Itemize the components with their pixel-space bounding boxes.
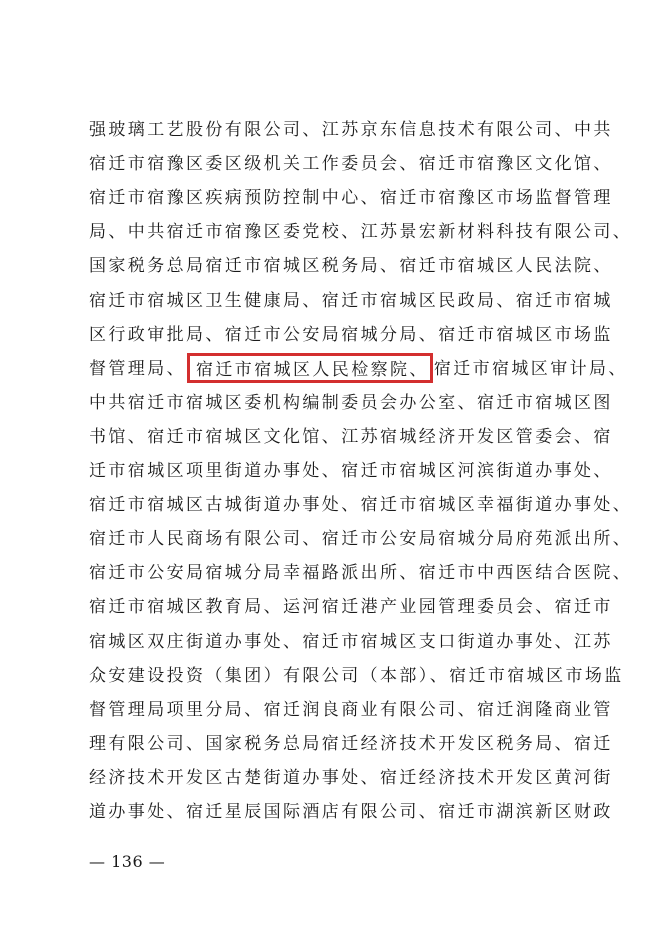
- text-line: 众安建设投资（集团）有限公司（本部）、宿迁市宿城区市场监: [89, 665, 624, 686]
- highlighted-organization: 宿迁市宿城区人民检察院、: [187, 353, 433, 383]
- text-line: 书馆、宿迁市宿城区文化馆、江苏宿城经济开发区管委会、宿: [89, 426, 613, 447]
- text-line: 迁市宿城区项里街道办事处、宿迁市宿城区河滨街道办事处、: [89, 461, 613, 481]
- text-line: 宿迁市宿豫区疾病预防控制中心、宿迁市宿豫区市场监督管理: [89, 188, 613, 209]
- text-line: 督管理局项里分局、宿迁润良商业有限公司、宿迁润隆商业管: [89, 699, 613, 720]
- text-line: [89, 352, 628, 386]
- text-line: 理有限公司、国家税务总局宿迁经济技术开发区税务局、宿迁: [89, 733, 613, 754]
- text-line: 宿城区双庄街道办事处、宿迁市宿城区支口街道办事处、江苏: [89, 631, 613, 652]
- text-line: 宿迁市公安局宿城分局幸福路派出所、宿迁市中西医结合医院、: [89, 563, 633, 584]
- text-line: 宿迁市宿城区教育局、运河宿迁港产业园管理委员会、宿迁市: [89, 597, 613, 618]
- text-line: 宿迁市宿豫区委区级机关工作委员会、宿迁市宿豫区文化馆、: [89, 154, 613, 175]
- text-line: 中共宿迁市宿城区委机构编制委员会办公室、宿迁市宿城区图: [89, 392, 613, 413]
- text-line: 宿迁市宿城区古城街道办事处、宿迁市宿城区幸福街道办事处、: [89, 495, 633, 516]
- page-number: — 136 —: [89, 852, 166, 871]
- text-segment: 宿迁市宿城区审计局、: [433, 358, 628, 379]
- text-line: 经济技术开发区古楚街道办事处、宿迁经济技术开发区黄河街: [89, 767, 613, 788]
- text-line: 道办事处、宿迁星辰国际酒店有限公司、宿迁市湖滨新区财政: [89, 802, 613, 822]
- text-line: 局、中共宿迁市宿豫区委党校、江苏景宏新材料科技有限公司、: [89, 222, 633, 243]
- text-line: 国家税务总局宿迁市宿城区税务局、宿迁市宿城区人民法院、: [89, 256, 613, 277]
- text-segment: 督管理局、: [89, 358, 186, 379]
- text-line: 区行政审批局、宿迁市公安局宿城分局、宿迁市宿城区市场监: [89, 324, 613, 345]
- text-line: 宿迁市宿城区卫生健康局、宿迁市宿城区民政局、宿迁市宿城: [89, 290, 613, 311]
- text-line: 强玻璃工艺股份有限公司、江苏京东信息技术有限公司、中共: [89, 120, 613, 140]
- text-line: 宿迁市人民商场有限公司、宿迁市公安局宿城分局府苑派出所、: [89, 529, 633, 550]
